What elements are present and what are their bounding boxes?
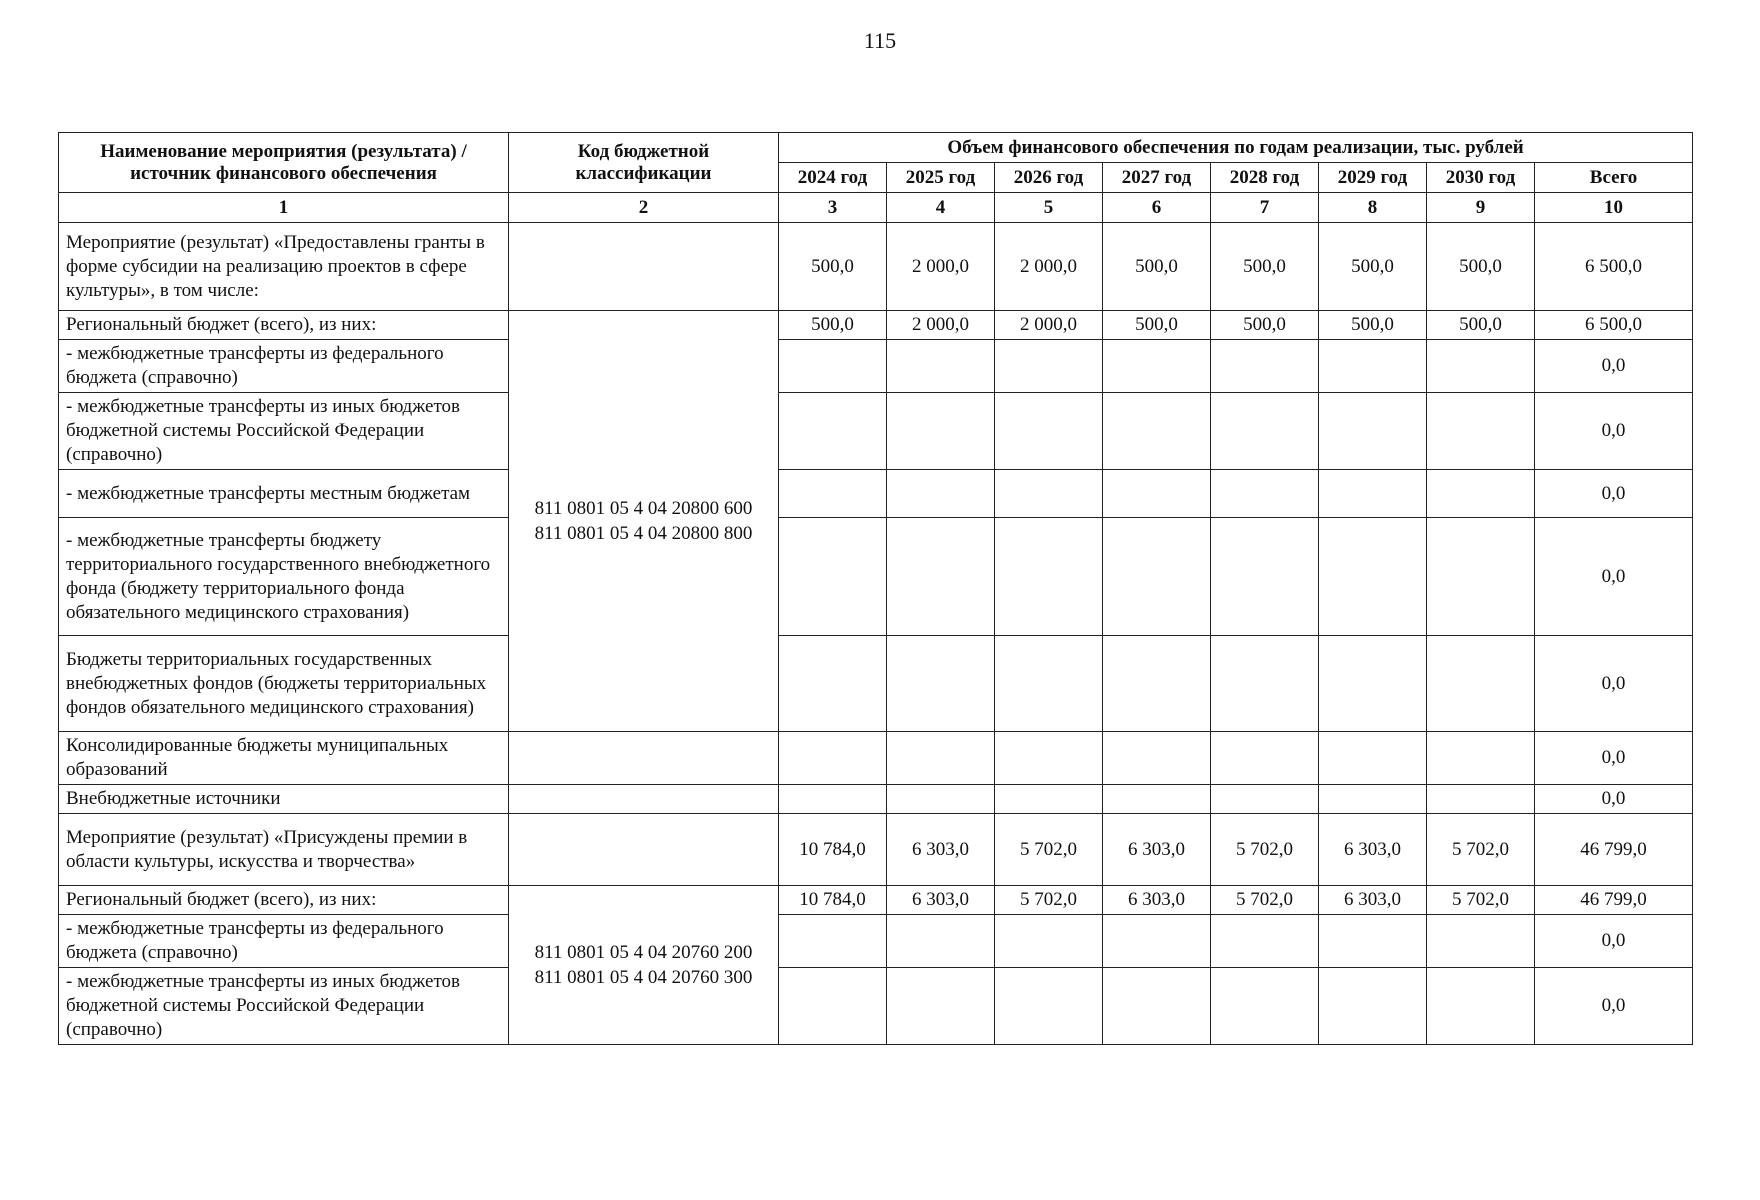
value-cell — [1319, 393, 1427, 470]
header-row-top — [59, 133, 1693, 163]
value-cell — [1211, 470, 1319, 518]
value-cell: 500,0 — [1211, 311, 1319, 340]
value-cell — [1103, 518, 1211, 636]
source-name: - межбюджетные трансферты из федерального бюджета (справочно) — [59, 340, 509, 393]
budget-code-cell-empty — [509, 814, 779, 886]
total-cell: 0,0 — [1535, 636, 1693, 732]
source-name: - межбюджетные трансферты из иных бюджетов бюджетной системы Российской Федерации (справочно) — [59, 968, 509, 1045]
value-cell — [887, 470, 995, 518]
column-number: 1 — [59, 193, 509, 223]
total-cell: 0,0 — [1535, 340, 1693, 393]
column-number: 3 — [779, 193, 887, 223]
value-cell: 500,0 — [779, 311, 887, 340]
value-cell — [887, 636, 995, 732]
source-row — [59, 968, 1693, 1045]
value-cell: 6 303,0 — [1103, 814, 1211, 886]
value-cell: 500,0 — [1319, 311, 1427, 340]
value-cell: 500,0 — [1427, 311, 1535, 340]
total-cell: 0,0 — [1535, 785, 1693, 814]
budget-code-cell — [509, 886, 779, 1045]
budget-code: 811 0801 05 4 04 20760 300 — [534, 967, 753, 988]
column-number: 6 — [1103, 193, 1211, 223]
value-cell — [1103, 636, 1211, 732]
value-cell: 5 702,0 — [1427, 886, 1535, 915]
value-cell — [887, 968, 995, 1045]
measure-name: Мероприятие (результат) «Предоставлены гранты в форме субсидии на реализацию проектов в сфере культуры», в том числе: — [59, 223, 509, 311]
budget-code: 811 0801 05 4 04 20760 200 — [534, 942, 753, 963]
value-cell — [1103, 340, 1211, 393]
source-row — [59, 636, 1693, 732]
source-row — [59, 311, 1693, 340]
value-cell — [995, 518, 1103, 636]
value-cell — [887, 518, 995, 636]
column-number: 2 — [509, 193, 779, 223]
table-body — [59, 223, 1693, 1045]
value-cell — [1319, 732, 1427, 785]
value-cell — [779, 470, 887, 518]
value-cell — [1427, 915, 1535, 968]
value-cell: 2 000,0 — [887, 223, 995, 311]
total-cell: 6 500,0 — [1535, 223, 1693, 311]
value-cell — [1103, 732, 1211, 785]
value-cell — [887, 915, 995, 968]
value-cell — [1319, 915, 1427, 968]
source-name: Региональный бюджет (всего), из них: — [59, 311, 509, 340]
total-cell: 46 799,0 — [1535, 886, 1693, 915]
budget-code-cell-empty — [509, 785, 779, 814]
measure-name: Мероприятие (результат) «Присуждены премии в области культуры, искусства и творчества» — [59, 814, 509, 886]
budget-code: 811 0801 05 4 04 20800 800 — [534, 523, 753, 544]
value-cell — [1211, 732, 1319, 785]
value-cell: 6 303,0 — [887, 814, 995, 886]
value-cell — [779, 968, 887, 1045]
column-number: 4 — [887, 193, 995, 223]
source-row — [59, 915, 1693, 968]
value-cell — [1319, 968, 1427, 1045]
header-year: 2025 год — [887, 163, 995, 193]
value-cell — [995, 393, 1103, 470]
value-cell — [1427, 785, 1535, 814]
value-cell — [1211, 393, 1319, 470]
column-number: 9 — [1427, 193, 1535, 223]
source-row — [59, 732, 1693, 785]
value-cell — [995, 636, 1103, 732]
value-cell: 500,0 — [1103, 311, 1211, 340]
value-cell — [1103, 785, 1211, 814]
value-cell — [1427, 732, 1535, 785]
source-row — [59, 886, 1693, 915]
source-row — [59, 340, 1693, 393]
budget-code: 811 0801 05 4 04 20800 600 — [534, 498, 753, 519]
measure-row — [59, 814, 1693, 886]
value-cell: 2 000,0 — [887, 311, 995, 340]
source-name: - межбюджетные трансферты бюджету территориального государственного внебюджетного фонда (бюджету территориального фонда обязательного медицинского страхования) — [59, 518, 509, 636]
value-cell — [1319, 340, 1427, 393]
page-number: 115 — [863, 28, 897, 53]
header-year: 2030 год — [1427, 163, 1535, 193]
header-year: 2027 год — [1103, 163, 1211, 193]
header-code: Код бюджетной классификации — [509, 133, 779, 193]
source-row — [59, 470, 1693, 518]
value-cell: 6 303,0 — [1103, 886, 1211, 915]
header-row-numbers — [59, 193, 1693, 223]
total-cell: 0,0 — [1535, 393, 1693, 470]
value-cell: 10 784,0 — [779, 886, 887, 915]
header-year: 2029 год — [1319, 163, 1427, 193]
value-cell: 5 702,0 — [995, 814, 1103, 886]
total-cell: 6 500,0 — [1535, 311, 1693, 340]
value-cell — [1103, 968, 1211, 1045]
value-cell — [887, 785, 995, 814]
value-cell — [1427, 968, 1535, 1045]
value-cell — [1319, 470, 1427, 518]
value-cell: 5 702,0 — [1427, 814, 1535, 886]
header-total: Всего — [1535, 163, 1693, 193]
value-cell — [1211, 340, 1319, 393]
value-cell — [779, 636, 887, 732]
budget-code-cell — [509, 311, 779, 732]
value-cell — [887, 393, 995, 470]
value-cell — [1103, 393, 1211, 470]
header-volume: Объем финансового обеспечения по годам реализации, тыс. рублей — [779, 133, 1693, 163]
value-cell — [995, 732, 1103, 785]
value-cell — [779, 915, 887, 968]
value-cell — [1103, 470, 1211, 518]
value-cell — [995, 340, 1103, 393]
total-cell: 0,0 — [1535, 968, 1693, 1045]
value-cell — [779, 340, 887, 393]
value-cell: 2 000,0 — [995, 223, 1103, 311]
header-name: Наименование мероприятия (результата) / источник финансового обеспечения — [59, 133, 509, 193]
column-number: 8 — [1319, 193, 1427, 223]
source-name: - межбюджетные трансферты из иных бюджетов бюджетной системы Российской Федерации (справочно) — [59, 393, 509, 470]
header-year: 2024 год — [779, 163, 887, 193]
value-cell: 5 702,0 — [1211, 814, 1319, 886]
value-cell — [1427, 340, 1535, 393]
value-cell — [1103, 915, 1211, 968]
source-name: - межбюджетные трансферты из федерального бюджета (справочно) — [59, 915, 509, 968]
total-cell: 46 799,0 — [1535, 814, 1693, 886]
header-year: 2026 год — [995, 163, 1103, 193]
value-cell — [995, 968, 1103, 1045]
value-cell: 500,0 — [1103, 223, 1211, 311]
source-row — [59, 393, 1693, 470]
value-cell — [887, 340, 995, 393]
value-cell — [995, 785, 1103, 814]
value-cell — [779, 393, 887, 470]
source-name: Внебюджетные источники — [59, 785, 509, 814]
value-cell: 10 784,0 — [779, 814, 887, 886]
column-number: 5 — [995, 193, 1103, 223]
total-cell: 0,0 — [1535, 732, 1693, 785]
total-cell: 0,0 — [1535, 915, 1693, 968]
value-cell — [779, 732, 887, 785]
value-cell — [779, 785, 887, 814]
source-row — [59, 785, 1693, 814]
value-cell: 5 702,0 — [995, 886, 1103, 915]
value-cell — [1211, 915, 1319, 968]
budget-code-cell-empty — [509, 223, 779, 311]
source-row — [59, 518, 1693, 636]
value-cell — [1427, 636, 1535, 732]
header-year: 2028 год — [1211, 163, 1319, 193]
total-cell: 0,0 — [1535, 518, 1693, 636]
financing-table — [58, 132, 1693, 1045]
budget-code-cell-empty — [509, 732, 779, 785]
column-number: 10 — [1535, 193, 1693, 223]
source-name: - межбюджетные трансферты местным бюджетам — [59, 470, 509, 518]
value-cell: 500,0 — [779, 223, 887, 311]
value-cell — [1427, 393, 1535, 470]
value-cell — [1319, 636, 1427, 732]
value-cell: 6 303,0 — [1319, 886, 1427, 915]
value-cell — [1211, 518, 1319, 636]
value-cell: 500,0 — [1319, 223, 1427, 311]
value-cell — [1211, 968, 1319, 1045]
value-cell: 2 000,0 — [995, 311, 1103, 340]
value-cell: 5 702,0 — [1211, 886, 1319, 915]
value-cell — [1319, 785, 1427, 814]
total-cell: 0,0 — [1535, 470, 1693, 518]
value-cell: 6 303,0 — [1319, 814, 1427, 886]
value-cell — [1211, 785, 1319, 814]
value-cell — [1319, 518, 1427, 636]
column-number: 7 — [1211, 193, 1319, 223]
value-cell — [1211, 636, 1319, 732]
value-cell — [1427, 470, 1535, 518]
value-cell: 500,0 — [1427, 223, 1535, 311]
value-cell — [995, 470, 1103, 518]
source-name: Консолидированные бюджеты муниципальных образований — [59, 732, 509, 785]
value-cell — [887, 732, 995, 785]
value-cell — [995, 915, 1103, 968]
source-name: Региональный бюджет (всего), из них: — [59, 886, 509, 915]
value-cell — [779, 518, 887, 636]
value-cell: 6 303,0 — [887, 886, 995, 915]
source-name: Бюджеты территориальных государственных внебюджетных фондов (бюджеты территориальных фондов обязательного медицинского страхования) — [59, 636, 509, 732]
measure-row — [59, 223, 1693, 311]
value-cell — [1427, 518, 1535, 636]
value-cell: 500,0 — [1211, 223, 1319, 311]
